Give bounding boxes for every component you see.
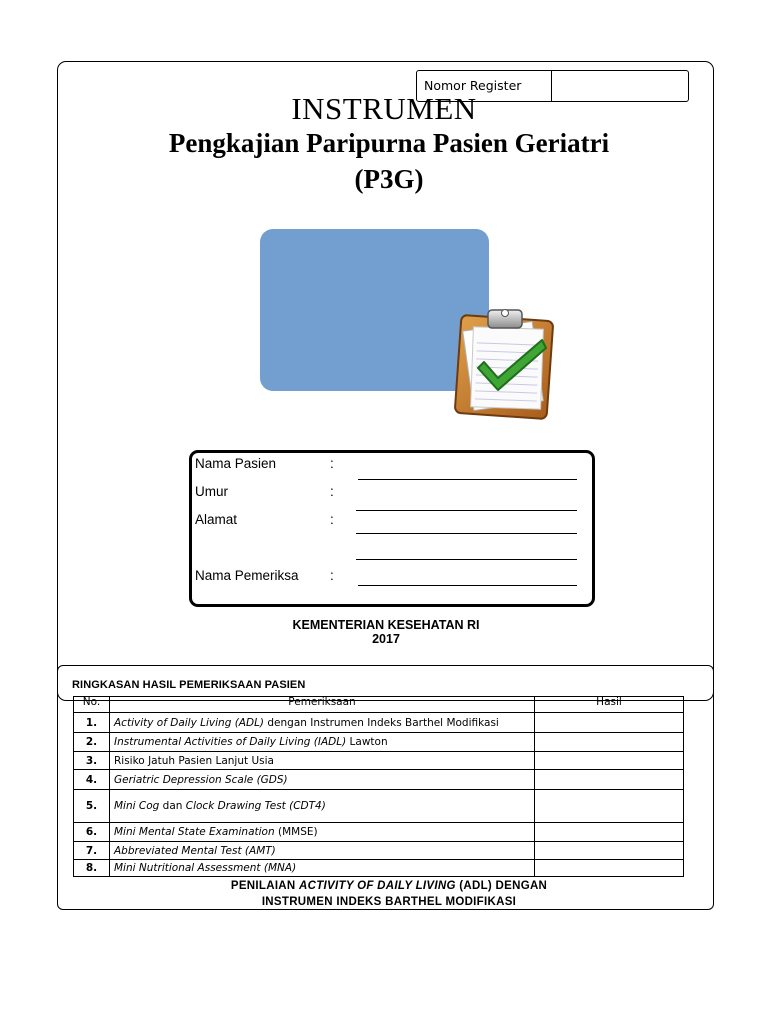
- ministry-name: KEMENTERIAN KESEHATAN RI: [292, 618, 480, 632]
- exam-name-normal: dengan Instrumen Indeks Barthel Modifikasi: [264, 716, 499, 729]
- row-number: 8.: [74, 860, 110, 877]
- table-row: [74, 733, 684, 752]
- result-cell[interactable]: [535, 713, 684, 733]
- patient-name-input[interactable]: [358, 479, 577, 480]
- row-number: 2.: [74, 733, 110, 752]
- exam-name-italic: Mini Mental State Examination: [114, 826, 275, 838]
- ministry-year: 2017: [372, 632, 400, 646]
- header-exam: Pemeriksaan: [110, 697, 535, 713]
- document-abbreviation: (P3G): [354, 164, 424, 194]
- field-colon: :: [330, 484, 334, 499]
- header-no: No.: [74, 697, 110, 713]
- field-label-age: Umur: [195, 484, 228, 499]
- table-row: [74, 842, 684, 860]
- exam-name-normal: Lawton: [346, 736, 388, 748]
- document-title: INSTRUMEN: [291, 91, 477, 126]
- adl-section-title-line-2: INSTRUMEN INDEKS BARTHEL MODIFIKASI: [261, 896, 517, 908]
- field-label-examiner-name: Nama Pemeriksa: [195, 568, 299, 583]
- header-result: Hasil: [535, 697, 684, 713]
- row-number: 6.: [74, 823, 110, 842]
- result-cell[interactable]: [535, 842, 684, 860]
- table-row: [74, 823, 684, 842]
- adl-title-prefix: PENILAIAN: [230, 880, 300, 892]
- examiner-name-input[interactable]: [358, 585, 577, 586]
- field-colon: :: [330, 512, 334, 527]
- exam-name-italic: Geriatric Depression Scale (GDS): [114, 773, 288, 786]
- adl-title-italic: ACTIVITY OF DAILY LIVING: [299, 880, 456, 892]
- adl-title-suffix: (ADL) DENGAN: [455, 880, 548, 892]
- adl-section-title-line-1: [0, 880, 768, 892]
- exam-name: [110, 823, 535, 842]
- exam-name: [110, 713, 535, 733]
- exam-name: [110, 770, 535, 790]
- field-label-patient-name: Nama Pasien: [195, 456, 277, 471]
- exam-name-italic: Instrumental Activities of Daily Living (IADL): [114, 736, 347, 748]
- result-cell[interactable]: [535, 770, 684, 790]
- row-number: 5.: [74, 790, 110, 823]
- row-number: 4.: [74, 770, 110, 790]
- patient-info-box: [189, 450, 595, 607]
- exam-name: [110, 752, 535, 770]
- exam-name-italic: Abbreviated Mental Test (AMT): [114, 844, 276, 857]
- age-input[interactable]: [356, 510, 577, 511]
- exam-name-italic-2: Clock Drawing Test (CDT4): [185, 800, 326, 812]
- exam-name-normal: Risiko Jatuh Pasien Lanjut Usia: [114, 754, 274, 767]
- field-colon: :: [330, 456, 334, 471]
- register-label: Nomor Register: [417, 71, 552, 101]
- exam-name-italic: Mini Cog: [114, 800, 160, 812]
- table-row: [74, 860, 684, 877]
- address-input-line-1[interactable]: [356, 533, 577, 534]
- exam-name: [110, 733, 535, 752]
- result-cell[interactable]: [535, 823, 684, 842]
- exam-name: [110, 842, 535, 860]
- summary-table: [73, 696, 684, 877]
- summary-title: RINGKASAN HASIL PEMERIKSAAN PASIEN: [72, 679, 306, 691]
- exam-name-italic: Activity of Daily Living (ADL): [114, 716, 265, 729]
- field-colon: :: [330, 568, 334, 583]
- result-cell[interactable]: [535, 752, 684, 770]
- table-row: [74, 770, 684, 790]
- exam-name-normal: (MMSE): [274, 826, 318, 838]
- result-cell[interactable]: [535, 860, 684, 877]
- row-number: 3.: [74, 752, 110, 770]
- table-header-row: [74, 697, 684, 713]
- clipboard-check-icon: [450, 304, 558, 420]
- row-number: 7.: [74, 842, 110, 860]
- exam-name: [110, 790, 535, 823]
- exam-name-italic: Mini Nutritional Assessment (MNA): [114, 862, 297, 874]
- table-row: [74, 790, 684, 823]
- address-input-line-2[interactable]: [356, 559, 577, 560]
- result-cell[interactable]: [535, 733, 684, 752]
- field-label-address: Alamat: [195, 512, 238, 527]
- document-subtitle: Pengkajian Paripurna Pasien Geriatri: [168, 128, 610, 158]
- exam-name: [110, 860, 535, 877]
- table-row: [74, 713, 684, 733]
- result-cell[interactable]: [535, 790, 684, 823]
- exam-name-normal: dan: [159, 800, 186, 812]
- table-row: [74, 752, 684, 770]
- row-number: 1.: [74, 713, 110, 733]
